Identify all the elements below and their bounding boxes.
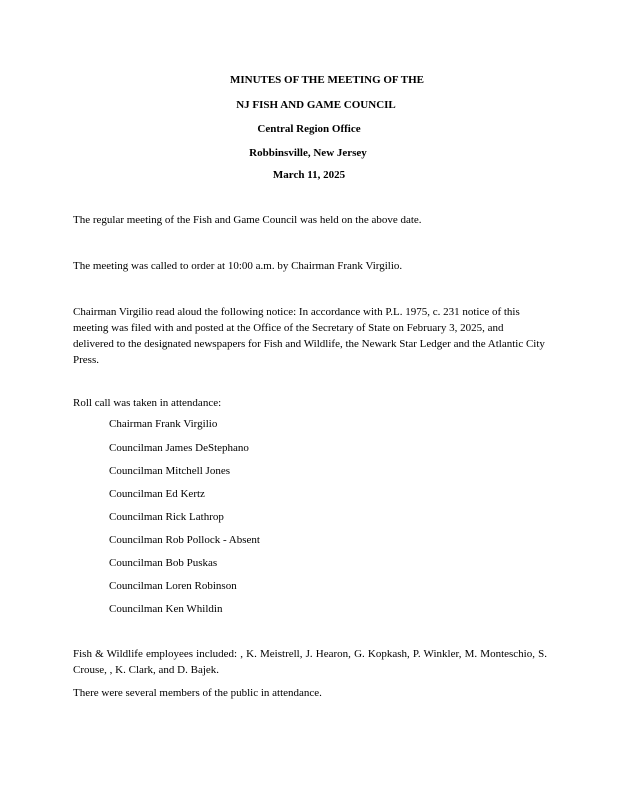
roll-call-item: Councilman Bob Puskas	[109, 557, 218, 569]
paragraph-employees: Fish & Wildlife employees included: , K. Meistrell, J. Hearon, G. Kopkash, P. Winkler, M. Monteschio, S. Crouse, , K. Clark, and D. Bajek.	[73, 648, 547, 676]
roll-call-item: Councilman Ed Kertz	[109, 488, 205, 500]
paragraph-notice: Chairman Virgilio read aloud the following notice: In accordance with P.L. 1975, c. 231 notice of this meeting was filed with and posted at the Office of the Secretary of State on February 3, 2025, and delivered to the designated newspapers for Fish and Wildlife, the Newark Star Ledger and the Atlantic City Press.	[73, 306, 545, 366]
paragraph-public-attendance: There were several members of the public in attendance.	[73, 687, 322, 699]
paragraph-called-to-order: The meeting was called to order at 10:00 a.m. by Chairman Frank Virgilio.	[73, 260, 403, 272]
roll-call-item: Councilman Loren Robinson	[109, 580, 237, 592]
heading-line-5: March 11, 2025	[272, 169, 346, 181]
roll-call-item: Councilman James DeStephano	[109, 442, 249, 454]
roll-call-item: Councilman Mitchell Jones	[109, 465, 230, 477]
roll-call-item: Councilman Rick Lathrop	[109, 511, 224, 523]
heading-line-2: NJ FISH AND GAME COUNCIL	[236, 99, 396, 111]
roll-call-intro: Roll call was taken in attendance:	[73, 397, 222, 409]
heading-line-1: MINUTES OF THE MEETING OF THE	[229, 74, 425, 86]
heading-line-4: Robbinsville, New Jersey	[249, 147, 367, 159]
roll-call-item: Councilman Rob Pollock - Absent	[109, 534, 260, 546]
roll-call-item: Councilman Ken Whildin	[109, 603, 223, 615]
heading-line-3: Central Region Office	[257, 123, 361, 135]
paragraph-regular-meeting: The regular meeting of the Fish and Game Council was held on the above date.	[73, 214, 422, 226]
roll-call-item: Chairman Frank Virgilio	[109, 418, 218, 430]
